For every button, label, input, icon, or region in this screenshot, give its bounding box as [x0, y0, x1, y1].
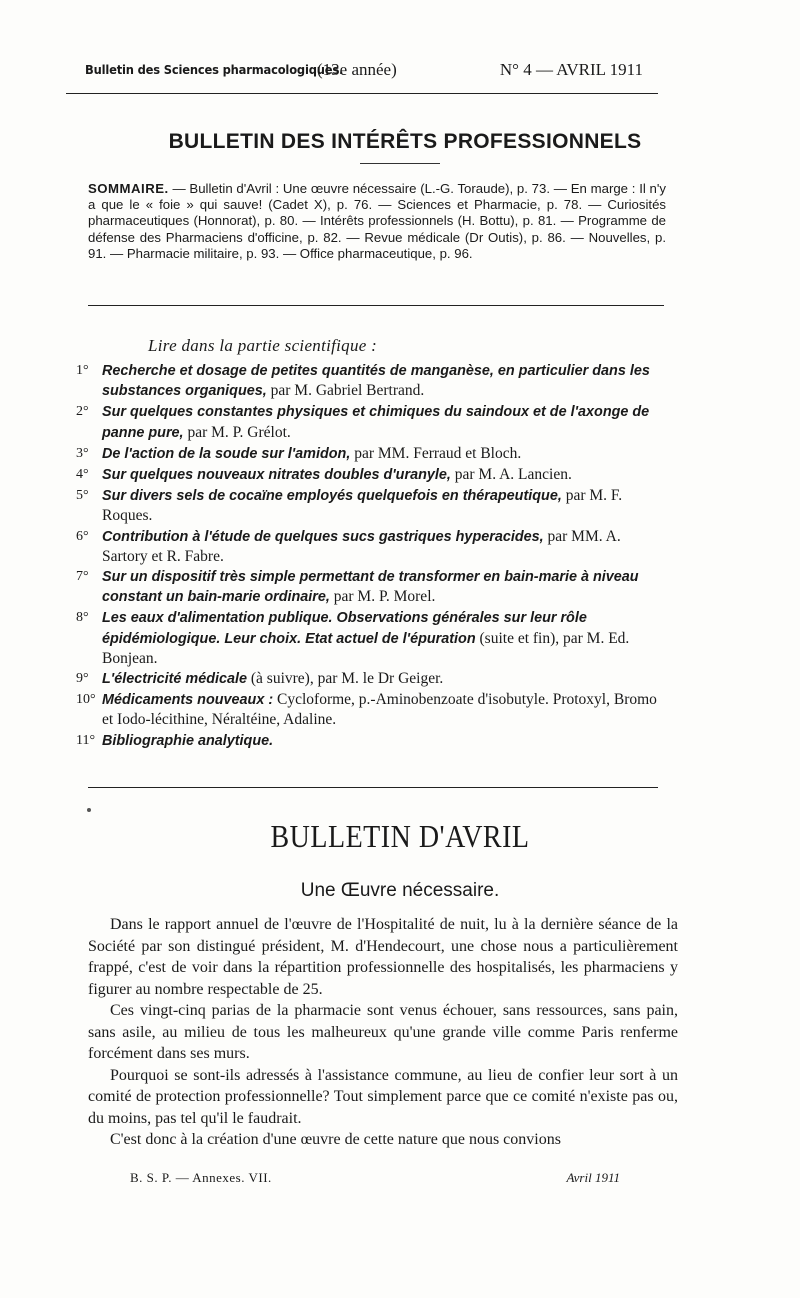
- contents-rule: [88, 787, 658, 788]
- contents-item: [76, 669, 666, 689]
- article-title: Une Œuvre nécessaire.: [300, 880, 500, 901]
- item-title: Sur un dispositif très simple permettant de transformer en bain-marie à niveau constant un bain-marie ordinaire,: [102, 569, 639, 606]
- lire-heading: Lire dans la partie scientifique :: [148, 336, 378, 355]
- sommaire-text: — Bulletin d'Avril : Une œuvre nécessaire (L.-G. Toraude), p. 73. — En marge : Il n'y a que le « foie » qui sauve! (Cadet X), p. 76. — Sciences et Pharmacie, p. 78. — Curiosités pharmaceutiques (Honnorat), p. 80. — Intérêts professionnels (H. Bottu), p. 81. — Programme de défense des Pharmaciens d'officine, p. 82. — Revue médicale (Dr Outis), p. 86. — Nouvelles, p. 91. — Pharmacie militaire, p. 93. — Office pharmaceutique, p. 96.: [88, 181, 666, 261]
- item-authors: par M. F. Roques.: [102, 487, 623, 525]
- item-authors: par M. Gabriel Bertrand.: [266, 382, 425, 400]
- footer-left: B. S. P. — Annexes. VII.: [130, 1170, 272, 1185]
- item-number: 7°: [76, 569, 89, 585]
- contents-item: [76, 486, 666, 525]
- item-number: 5°: [76, 488, 89, 504]
- item-title: Contribution à l'étude de quelques sucs gastriques hyperacides,: [102, 528, 544, 545]
- contents-item: [76, 731, 666, 751]
- contents-item: [76, 361, 666, 401]
- title-rule: [360, 163, 440, 164]
- item-authors: Cycloforme, p.-Aminobenzoate d'isobutyle. Protoxyl, Bromo et Iodo-lécithine, Néraltéine, Adaline.: [102, 691, 657, 729]
- contents-item: [76, 608, 666, 668]
- paragraph: Ces vingt-cinq parias de la pharmacie sont venus échouer, sans ressources, sans pain, sans asile, au milieu de tous les malheureux qu'une grande ville comme Paris renferme forcément dans ses murs.: [88, 1002, 678, 1062]
- item-title: Les eaux d'alimentation publique. Observations générales sur leur rôle épidémiologique. Leur choix. Etat actuel de l'épuration: [102, 610, 587, 647]
- paragraph: Pourquoi se sont-ils adressés à l'assistance commune, au lieu de confier leur sort à un comité de protection professionnelle? Tout simplement parce que ce comité n'existe pas ou, du moins, pas tel qu'il le faudrait.: [88, 1066, 678, 1127]
- journal-name: Bulletin des Sciences pharmacologiques.: [85, 62, 344, 77]
- bulletin-title: BULLETIN D'AVRIL: [270, 819, 530, 856]
- article-body: [88, 914, 678, 1151]
- item-number: 9°: [76, 671, 89, 687]
- sommaire-lead: SOMMAIRE.: [88, 181, 169, 196]
- journal-year: (13e année): [317, 60, 397, 79]
- item-title: De l'action de la soude sur l'amidon,: [102, 445, 351, 462]
- item-authors: par M. P. Morel.: [329, 588, 436, 606]
- contents-item: [76, 465, 666, 485]
- item-title: Médicaments nouveaux :: [102, 692, 274, 709]
- item-number: 1°: [76, 363, 89, 378]
- item-title: Recherche et dosage de petites quantités de manganèse, en particulier dans les substances organiques,: [102, 363, 650, 400]
- dot-mark: [87, 808, 91, 812]
- item-title: Sur quelques constantes physiques et chimiques du saindoux et de l'axonge de panne pure,: [102, 404, 650, 441]
- contents-item: [76, 402, 666, 442]
- item-number: 4°: [76, 467, 89, 483]
- item-number: 11°: [76, 732, 96, 748]
- sommaire-rule: [88, 305, 664, 306]
- item-number: 8°: [76, 610, 89, 626]
- header-rule: [66, 93, 658, 94]
- contents-item: [76, 567, 666, 607]
- item-authors: par M. P. Grélot.: [183, 423, 291, 441]
- item-title: Sur quelques nouveaux nitrates doubles d'uranyle,: [102, 467, 451, 484]
- item-title: L'électricité médicale: [102, 671, 248, 688]
- scientific-contents-list: [76, 361, 666, 752]
- item-authors: par MM. A. Sartory et R. Fabre.: [102, 527, 621, 565]
- issue-number: N° 4 — AVRIL 1911: [499, 60, 643, 79]
- item-authors: (suite et fin), par M. Ed. Bonjean.: [102, 629, 630, 667]
- item-number: 6°: [76, 528, 89, 544]
- item-title: Sur divers sels de cocaïne employés quelquefois en thérapeutique,: [102, 488, 562, 505]
- item-authors: (à suivre), par M. le Dr Geiger.: [247, 670, 444, 688]
- item-authors: par M. A. Lancien.: [450, 466, 572, 484]
- contents-item: [76, 527, 666, 566]
- footer-right: Avril 1911: [566, 1170, 620, 1185]
- item-title: Bibliographie analytique.: [102, 732, 274, 749]
- paragraph: Dans le rapport annuel de l'œuvre de l'Hospitalité de nuit, lu à la dernière séance de la Société par son distingué président, M. d'Hendecourt, une chose nous a particulièrement frappé, c'est de voir dans la répartition professionnelle des hospitalisés, les pharmaciens y figurer au nombre respectable de 25.: [88, 916, 678, 998]
- item-authors: par MM. Ferraud et Bloch.: [350, 444, 522, 462]
- running-header: [85, 60, 655, 84]
- contents-item: [76, 444, 666, 464]
- contents-item: [76, 690, 666, 729]
- paragraph: C'est donc à la création d'une œuvre de cette nature que nous convions: [110, 1131, 561, 1148]
- item-number: 10°: [76, 692, 96, 708]
- sommaire: [88, 181, 666, 262]
- item-number: 2°: [76, 404, 89, 420]
- section-title: BULLETIN DES INTÉRÊTS PROFESSIONNELS: [168, 130, 642, 153]
- item-number: 3°: [76, 445, 89, 461]
